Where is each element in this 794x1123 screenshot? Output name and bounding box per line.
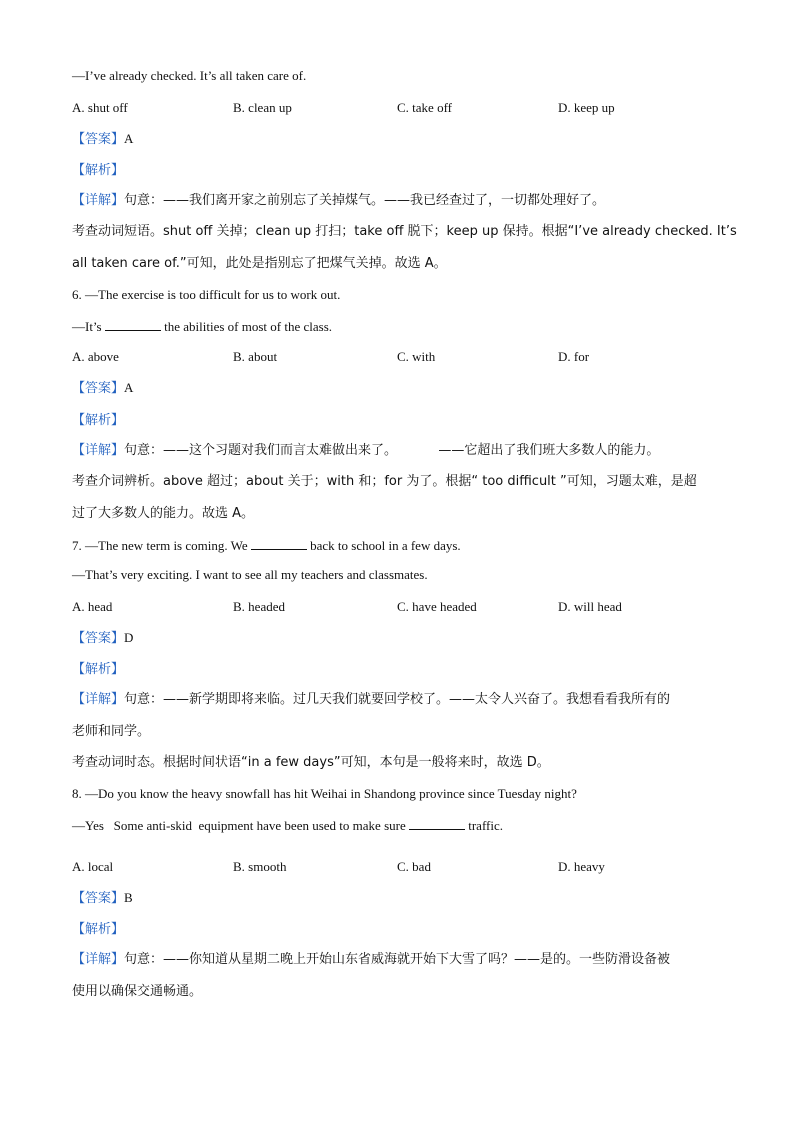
q8-option-a: A. local bbox=[72, 859, 114, 874]
q5-reply: —I’ve already checked. It’s all taken care of. bbox=[72, 68, 307, 83]
q5-detail-line-2: 考查动词短语。shut off 关掉；clean up 打扫；take off 脱下；keep up 保持。根据“I’ve already checked. It’s bbox=[72, 224, 737, 239]
q5-answer-value: A bbox=[124, 131, 134, 146]
q6-reply-start: —It’s bbox=[72, 319, 102, 334]
q7-answer-value: D bbox=[124, 630, 134, 645]
analysis-tag: 【解析】 bbox=[72, 163, 125, 178]
q8-reply-start: —Yes Some anti-skid equipment have been used to make sure bbox=[72, 818, 406, 833]
q5-option-b: B. clean up bbox=[233, 100, 292, 115]
q6-detail-line-3: 过了大多数人的能力。故选 A。 bbox=[72, 506, 255, 521]
q8-detail-line-1 bbox=[72, 952, 670, 968]
q5-analysis-tag bbox=[72, 162, 124, 179]
q8-answer-value: B bbox=[124, 890, 133, 905]
q7-question bbox=[72, 537, 461, 554]
q6-reply bbox=[72, 318, 332, 335]
q7-question-end: back to school in a few days. bbox=[310, 538, 461, 553]
q5-answer bbox=[72, 131, 133, 148]
q8-answer bbox=[72, 890, 133, 907]
q6-detail-line-1 bbox=[72, 443, 659, 459]
q8-analysis-tag bbox=[72, 921, 124, 938]
detail-tag: 【详解】 bbox=[72, 443, 125, 458]
q8-reply bbox=[72, 817, 503, 834]
answer-tag: 【答案】 bbox=[72, 891, 125, 906]
q7-analysis-tag bbox=[72, 661, 124, 678]
q6-reply-end: the abilities of most of the class. bbox=[164, 319, 333, 334]
q8-question: 8. —Do you know the heavy snowfall has hit Weihai in Shandong province since Tuesday night? bbox=[72, 786, 577, 801]
q8-option-d: D. heavy bbox=[558, 859, 605, 874]
q7-detail-line-1 bbox=[72, 692, 670, 708]
q8-reply-end: traffic. bbox=[468, 818, 504, 833]
detail-tag: 【详解】 bbox=[72, 692, 125, 707]
q7-question-start: 7. —The new term is coming. We bbox=[72, 538, 248, 553]
analysis-tag: 【解析】 bbox=[72, 413, 125, 428]
analysis-tag: 【解析】 bbox=[72, 922, 125, 937]
q7-answer bbox=[72, 630, 133, 647]
q5-option-d: D. keep up bbox=[558, 100, 615, 115]
q6-option-d: D. for bbox=[558, 349, 590, 364]
q8-detail-line-2: 使用以确保交通畅通。 bbox=[72, 984, 203, 999]
q8-answer-blank bbox=[409, 817, 465, 830]
q6-question: 6. —The exercise is too difficult for us to work out. bbox=[72, 287, 341, 302]
q7-reply: —That’s very exciting. I want to see all my teachers and classmates. bbox=[72, 567, 428, 582]
q8-detail-text-1: 句意：——你知道从星期二晚上开始山东省威海就开始下大雪了吗？——是的。一些防滑设备被 bbox=[124, 952, 671, 967]
q7-option-d: D. will head bbox=[558, 599, 622, 614]
q5-option-a: A. shut off bbox=[72, 100, 128, 115]
q5-detail-line-1 bbox=[72, 193, 605, 209]
q6-detail-text-1: 句意：——这个习题对我们而言太难做出来了。 ——它超出了我们班大多数人的能力。 bbox=[124, 443, 660, 458]
q6-answer-blank bbox=[105, 318, 161, 331]
detail-tag: 【详解】 bbox=[72, 952, 125, 967]
detail-tag: 【详解】 bbox=[72, 193, 125, 208]
q5-detail-line-3: all taken care of.”可知，此处是指别忘了把煤气关掉。故选 A。 bbox=[72, 256, 447, 271]
q7-answer-blank bbox=[251, 537, 307, 550]
q6-option-b: B. about bbox=[233, 349, 278, 364]
q6-option-a: A. above bbox=[72, 349, 119, 364]
q8-option-c: C. bad bbox=[397, 859, 431, 874]
q5-detail-text-1: 句意：——我们离开家之前别忘了关掉煤气。——我已经查过了，一切都处理好了。 bbox=[124, 193, 606, 208]
q5-option-c: C. take off bbox=[397, 100, 452, 115]
q7-option-c: C. have headed bbox=[397, 599, 477, 614]
q7-option-b: B. headed bbox=[233, 599, 285, 614]
q6-option-c: C. with bbox=[397, 349, 436, 364]
answer-tag: 【答案】 bbox=[72, 381, 125, 396]
answer-tag: 【答案】 bbox=[72, 631, 125, 646]
analysis-tag: 【解析】 bbox=[72, 662, 125, 677]
q8-option-b: B. smooth bbox=[233, 859, 287, 874]
q6-detail-line-2: 考查介词辨析。above 超过；about 关于；with 和；for 为了。根据“ too difficult ”可知，习题太难，是超 bbox=[72, 474, 697, 489]
q7-detail-line-2: 老师和同学。 bbox=[72, 724, 151, 739]
q6-answer bbox=[72, 380, 133, 397]
q7-detail-text-1: 句意：——新学期即将来临。过几天我们就要回学校了。——太令人兴奋了。我想看看我所有的 bbox=[124, 692, 671, 707]
q7-detail-line-3: 考查动词时态。根据时间状语“in a few days”可知，本句是一般将来时，故选 D。 bbox=[72, 755, 550, 770]
q6-analysis-tag bbox=[72, 412, 124, 429]
answer-tag: 【答案】 bbox=[72, 132, 125, 147]
q6-answer-value: A bbox=[124, 380, 134, 395]
q7-option-a: A. head bbox=[72, 599, 113, 614]
